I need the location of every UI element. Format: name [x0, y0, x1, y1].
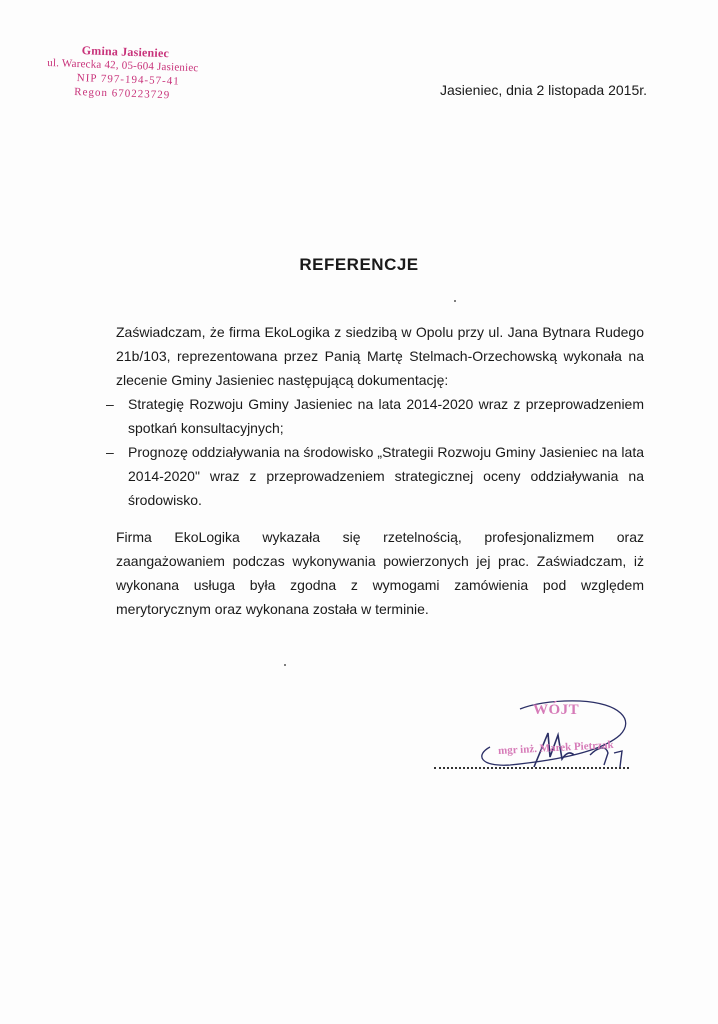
paper-speck	[454, 300, 456, 302]
intro-text: Zaświadczam, że firma EkoLogika z siedzibą w Opolu przy ul. Jana Bytnara Rudego 21b/103, reprezentowana przez Panią Martę Stelmach-Orzechowską wykonała na zlecenie Gminy Jasieniec następującą dokumentację:	[116, 324, 644, 388]
list-dash: –	[106, 444, 114, 460]
list-item	[106, 392, 644, 440]
letterhead-stamp	[46, 42, 218, 104]
stamp-line-regon: Regon 670223729	[74, 85, 171, 102]
list-dash: –	[106, 396, 114, 412]
closing-paragraph	[116, 525, 644, 621]
documentation-list	[106, 392, 644, 512]
signature-position-stamp: WÓJT	[533, 702, 580, 718]
document-date: Jasieniec, dnia 2 listopada 2015r.	[440, 82, 648, 98]
stamp-line-municipality: Gmina Jasieniec	[81, 43, 170, 61]
stamp-line-address: ul. Warecka 42, 05-604 Jasieniec	[47, 56, 199, 75]
signature-line	[434, 767, 629, 769]
list-item-text: Prognozę oddziaływania na środowisko „Strategii Rozwoju Gminy Jasieniec na lata 2014-2020" wraz z przeprowadzeniem strategicznej oceny oddziaływania na środowisko.	[128, 444, 644, 508]
document-title: REFERENCJE	[299, 255, 419, 274]
paper-speck	[284, 664, 286, 666]
list-item	[106, 440, 644, 512]
closing-text: Firma EkoLogika wykazała się rzetelnością, profesjonalizmem oraz zaangażowaniem podczas wykonywania powierzonych jej prac. Zaświadczam, iż wykonana usługa była zgodna z wymogami zamówienia pod względem merytorycznym oraz wykonana została w terminie.	[116, 529, 644, 617]
list-item-text: Strategię Rozwoju Gminy Jasieniec na lata 2014-2020 wraz z przeprowadzeniem spotkań konsultacyjnych;	[128, 396, 644, 436]
stamp-line-nip: NIP 797-194-57-41	[76, 72, 180, 88]
signature-name-stamp: mgr inż. Marek Pietrzak	[497, 738, 614, 758]
intro-paragraph	[116, 320, 644, 392]
